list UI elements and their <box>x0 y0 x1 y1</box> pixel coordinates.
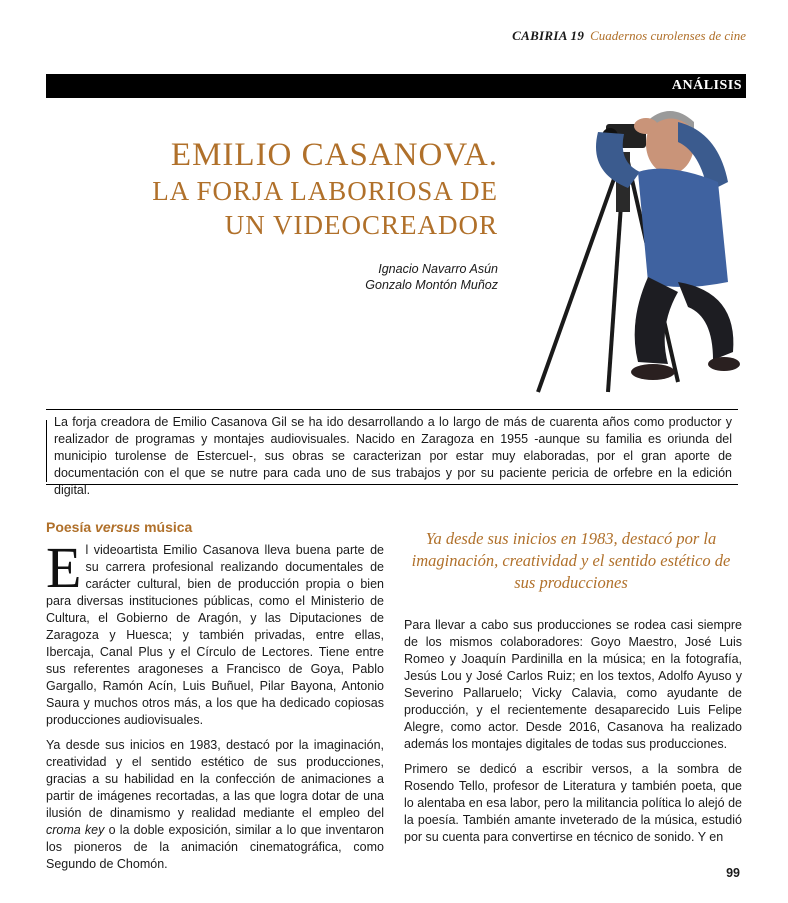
right-column <box>404 617 742 854</box>
section-heading <box>46 518 384 536</box>
right-paragraph-2: Primero se dedicó a escribir versos, a la sombra de Rosendo Tello, profesor de Literatura y también poeta, que lo alentaba en esa labor, pero la militancia política lo alejó de la poesía. También amante inveterado de la música, estudió por su cuenta para convertirse en técnico de sonido. Y en <box>404 762 742 844</box>
authors <box>200 261 498 293</box>
left-paragraph-1 <box>46 535 384 729</box>
magazine-subtitle: Cuadernos curolenses de cine <box>590 28 746 43</box>
p2-text-a: Ya desde sus inicios en 1983, destacó por la imaginación, creatividad y el sentido estético de sus producciones, gracias a su habilidad en la confección de animaciones a partir de imágenes recortadas, a las que logra dotar de una ilusión de dinamismo y realidad mediante el empleo del <box>46 738 384 820</box>
abstract-left-rule <box>46 420 47 482</box>
page-number: 99 <box>726 866 740 880</box>
drop-cap: E <box>46 535 82 600</box>
p2-text-b: o la doble exposición, similar a lo que inventaron los pioneros de la animación cinematográfica, como Segundo de Chomón. <box>46 823 385 871</box>
p2-text-italic: croma key <box>46 823 105 837</box>
author-2: Gonzalo Montón Muñoz <box>365 278 498 292</box>
running-header <box>0 28 746 44</box>
title-line-2: LA FORJA LABORIOSA DE <box>152 176 498 206</box>
photographer-photo <box>528 92 752 400</box>
magazine-name: CABIRIA 19 <box>512 28 585 43</box>
heading-part-2: música <box>140 519 193 535</box>
abstract-text: La forja creadora de Emilio Casanova Gil se ha ido desarrollando a lo largo de más de cuarenta años como productor y realizador de programas y montajes audiovisuales. Nacido en Zaragoza en 1955 -aunque su familia es oriunda del municipio turolense de Estercuel-, sus obras se caracterizan por estar muy elaboradas, por el gran aporte de documentación con el que se nutre para cada uno de sus trabajos y por su paciente pericia de orfebre en la edición digital. <box>54 415 732 497</box>
heading-part-1: Poesía <box>46 519 96 535</box>
title-line-3: UN VIDEOCREADOR <box>224 210 498 240</box>
pull-quote: Ya desde sus inicios en 1983, destacó por la imaginación, creatividad y el sentido estético de sus producciones <box>411 529 731 592</box>
left-paragraph-2 <box>46 737 384 873</box>
section-label: ANÁLISIS <box>671 78 742 93</box>
title-line-1: EMILIO CASANOVA. <box>170 137 498 173</box>
author-1: Ignacio Navarro Asún <box>378 262 498 276</box>
left-paragraph-1-text: l videoartista Emilio Casanova lleva buena parte de su carrera profesional realizando documentales de carácter cultural, bien de producción propia o bien para diversas instituciones públicas, como el Ministerio de Cultura, el Gobierno de Aragón, y las Diputaciones de Zaragoza y Huesca; y también privadas, entre ellas, Ibercaja, Canal Plus y el Círculo de Lectores. Tiene entre sus referentes aragoneses a Francisco de Goya, Pablo Gargallo, Ramón Acín, Luis Buñuel, Pilar Bayona, Antonio Saura y muchos otros más, a los que ha dedicado copiosas producciones audiovisuales. <box>46 543 384 727</box>
right-paragraph-1: Para llevar a cabo sus producciones se rodea casi siempre de los mismos colaboradores: Goyo Maestro, José Luis Romeo y Joaquín Pardinilla en la música; en la fotografía, Jesús Lou y José Carlos Ruiz; en los textos, Adolfo Ayuso y Severino Pallaruelo; Vicky Calavia, como ayudante de producción, y el recientemente desaparecido Luis Felipe Alegre, como actor. Desde 2016, Casanova ha realizado además los montajes digitales de todas sus producciones. <box>404 618 742 751</box>
heading-italic: versus <box>95 519 141 535</box>
article-title <box>80 136 498 242</box>
left-column <box>46 518 384 881</box>
abstract-box <box>46 409 738 497</box>
